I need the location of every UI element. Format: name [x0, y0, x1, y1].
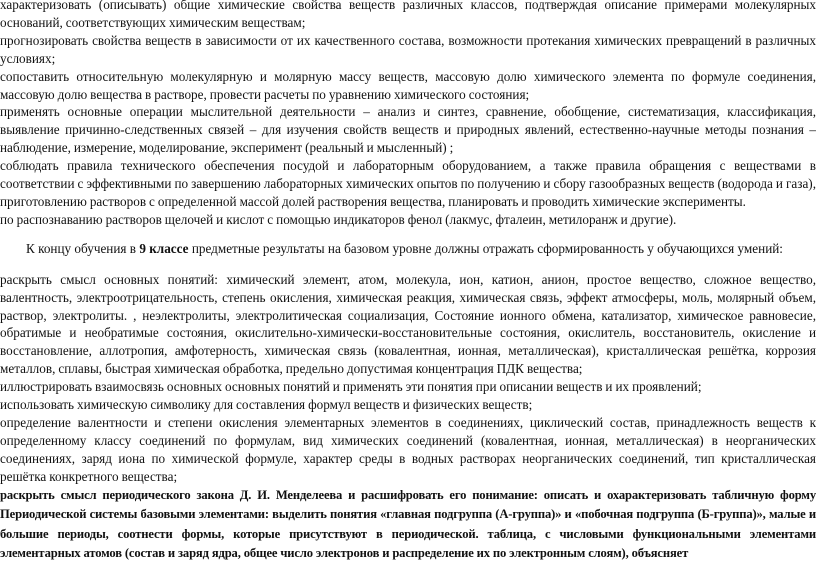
skill-paragraph: раскрыть смысл основных понятий: химический элемент, атом, молекула, ион, катион, анион, простое вещество, сложное вещество, валентность, электроотрицательность, степень окисления, химическая реакция, химическая связь, эффект атмосферы, моль, молярный объем, раствор, электролиты. , неэлектролиты, электролитическая социализация, Состояние ионного обмена, катализатор, химическое равновесие, обратимые и необратимые состояния, окислительно-химически-восстановительные состояния, окислитель, восстановитель, окисление и восстановление, аллотропия, амфотерность, химическая связь (ковалентная, ионная, металлическая), кристаллическая решётка, коррозия металлов, сплавы, быстрая химическая обработка, предельно допустимая концентрация ПДК вещества;	[0, 271, 816, 377]
grade-9-heading	[0, 240, 816, 258]
periodic-law-paragraph: раскрыть смысл периодического закона Д. И. Менделеева и расшифровать его понимание: описать и охарактеризовать табличную форму Периодической системы базовыми элементами: выделить понятия «главная подгруппа (А-группа)» и «побочная подгруппа (Б-группа)», малые и большие периоды, соотнести формы, которые присутствуют в периодической. таблица, с числовыми функциональными элементами элементарных атомов (состав и заряд ядра, общее число электронов и распределение их по электронным слоям), объясняет	[0, 487, 816, 561]
heading-grade-bold: 9 классе	[139, 240, 189, 256]
skill-paragraph: характеризовать (описывать) общие химические свойства веществ различных классов, подтверждая описание примерами молекулярных оснований, соответствующих химическим веществам;	[0, 0, 816, 30]
heading-text-after: предметные результаты на базовом уровне должны отражать сформированность у обучающихся умений:	[188, 240, 783, 256]
skill-paragraph: определение валентности и степени окисления элементарных элементов в соединениях, циклический состав, принадлежность веществ к определенному классу соединений по формулам, вид химических соединений (ковалентная, ионная, металлическая) в неорганических соединениях, заряд иона по химической формуле, характер среды в водных растворах неорганических соединений, тип кристаллическая решётка конкретного вещества;	[0, 414, 816, 484]
skill-paragraph: использовать химическую символику для составления формул веществ и физических веществ;	[0, 397, 533, 413]
skills-list-top	[0, 0, 816, 229]
heading-text-before: К концу обучения в	[26, 240, 140, 256]
skill-paragraph: прогнозировать свойства веществ в зависимости от их качественного состава, возможности протекания химических превращений в различных условиях;	[0, 32, 816, 66]
skills-list-bottom	[0, 271, 816, 486]
skill-paragraph: соблюдать правила технического обеспечения посудой и лабораторным оборудованием, а также правила обращения с веществами в соответствии с эффективными по завершению лабораторных химических опытов по получению и сбору газообразных веществ (водорода и газа), приготовлению растворов с определенной массой долей растворения вещества, планировать и проводить химические эксперименты.	[0, 158, 816, 209]
skill-paragraph: применять основные операции мыслительной деятельности – анализ и синтез, сравнение, обобщение, систематизация, классификация, выявление причинно-следственных связей – для изучения свойств веществ и природных явлений, естественно-научные методы познания – наблюдение, измерение, моделирование, эксперимент (реальный и мысленный) ;	[0, 104, 816, 156]
skill-paragraph: иллюстрировать взаимосвязь основных основных понятий и применять эти понятия при описании веществ и их проявлений;	[0, 379, 702, 395]
skill-paragraph: сопоставить относительную молекулярную и молярную массу веществ, массовую долю химического элемента по формуле соединения, массовую долю вещества в растворе, провести расчеты по уравнению химического состояния;	[0, 68, 816, 102]
skill-paragraph: по распознаванию растворов щелочей и кислот с помощью индикаторов фенол (лакмус, фталеин, метилоранж и другие).	[0, 211, 677, 227]
